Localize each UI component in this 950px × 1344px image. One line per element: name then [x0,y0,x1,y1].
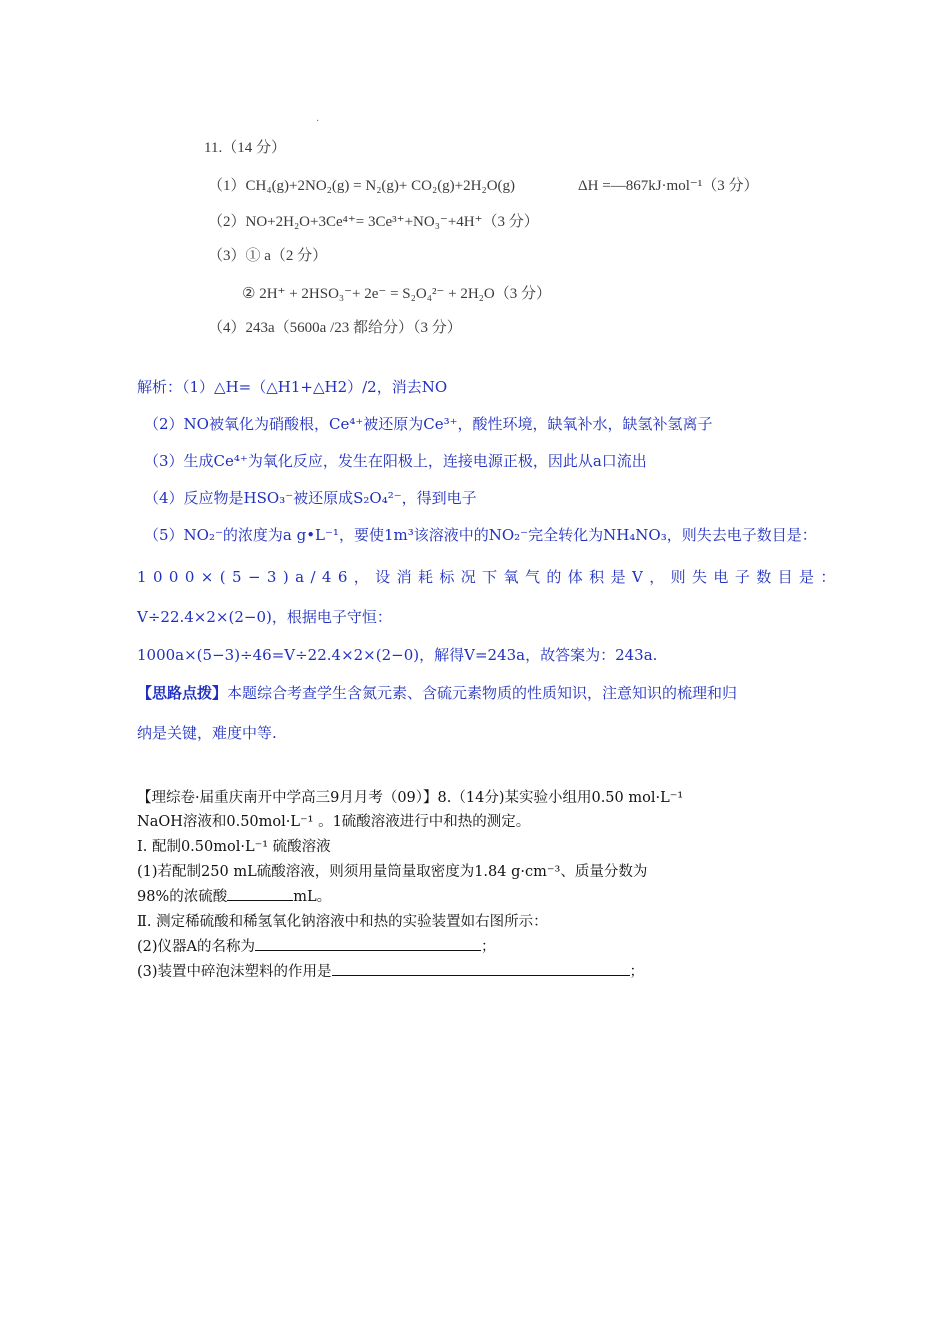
analysis-line-4: （4）反应物是HSO₃⁻被还原成S₂O₄²⁻，得到电子 [144,489,477,507]
tip-label: 【思路点拨】 [137,684,228,702]
question-2-text: (2)仪器A的名称为 [137,939,256,955]
analysis-line-5: （5）NO₂⁻的浓度为a g•L⁻¹，要使1m³该溶液中的NO₂⁻完全转化为NH₄NO₃，则失去电子数目是： [144,526,817,544]
analysis-line-6: 1000×(5−3)a/46，设消耗标况下氧气的体积是V，则失电子数目是： [137,568,842,586]
question-line-2: NaOH溶液和0.50mol·L⁻¹ 。1硫酸溶液进行中和热的测定。 [137,814,531,830]
answer-title: 11.（14 分） [204,140,286,156]
question-1-answer-line [137,885,837,906]
tip-text: 本题综合考查学生含氮元素、含硫元素物质的性质知识，注意知识的梳理和归 [227,684,738,702]
answer-part-3: （3）① a（2 分） [208,248,328,264]
analysis-line-7: V÷22.4×2×(2−0)，根据电子守恒： [137,608,392,626]
scan-mark: · [316,116,320,127]
question-3 [137,960,837,981]
answer-part-2: （2）NO+2H₂O+3Ce⁴⁺= 3Ce³⁺+NO₃⁻+4H⁺（3 分） [208,214,539,230]
analysis-line-1: 解析：（1）△H=（△H1+△H2）/2，消去NO [137,378,448,396]
answer-blank-2[interactable] [255,935,481,951]
analysis-line-3: （3）生成Ce⁴⁺为氧化反应，发生在阳极上，连接电源正极，因此从a口流出 [144,452,647,470]
answer-blank-3[interactable] [332,960,630,976]
answer-part-1: （1）CH₄(g)+2NO₂(g) = N₂(g)+ CO₂(g)+2H₂O(g) [208,178,516,194]
tip-line-2: 纳是关键，难度中等. [137,724,277,742]
analysis-line-8: 1000a×(5−3)÷46=V÷22.4×2×(2−0)，解得V=243a，故答案为：243a. [137,646,658,664]
answer-part-1-enthalpy: ΔH =—867kJ·mol⁻¹（3 分） [578,178,759,194]
question-header: 【理综卷·届重庆南开中学高三9月月考（09）】8.（14分)某实验小组用0.50 mol·L⁻¹ [137,790,684,806]
answer-part-3b: ② 2H⁺ + 2HSO₃⁻+ 2e⁻ = S₂O₄²⁻ + 2H₂O（3 分） [242,286,551,302]
question-3-text: (3)装置中碎泡沫塑料的作用是 [137,964,332,980]
section-2-title: Ⅱ. 测定稀硫酸和稀氢氧化钠溶液中和热的实验装置如右图所示： [137,914,548,930]
question-2-end: ； [481,939,496,955]
question-3-end: ； [629,964,645,980]
answer-blank-1[interactable] [227,885,293,901]
tip-line-1 [137,682,827,703]
question-2 [137,935,837,956]
analysis-line-2: （2）NO被氧化为硝酸根，Ce⁴⁺被还原为Ce³⁺，酸性环境，缺氧补水，缺氢补氢离子 [144,415,713,433]
question-1: (1)若配制250 mL硫酸溶液，则须用量筒量取密度为1.84 g·cm⁻³、质量分数为 [137,864,648,880]
scanned-answer-image [200,118,820,348]
question-1-text: 98%的浓硫酸 [137,889,228,905]
answer-part-4: （4）243a（5600a /23 都给分）（3 分） [208,320,462,336]
question-1-unit: mL。 [293,889,332,905]
section-1-title: Ⅰ. 配制0.50mol·L⁻¹ 硫酸溶液 [137,839,331,855]
